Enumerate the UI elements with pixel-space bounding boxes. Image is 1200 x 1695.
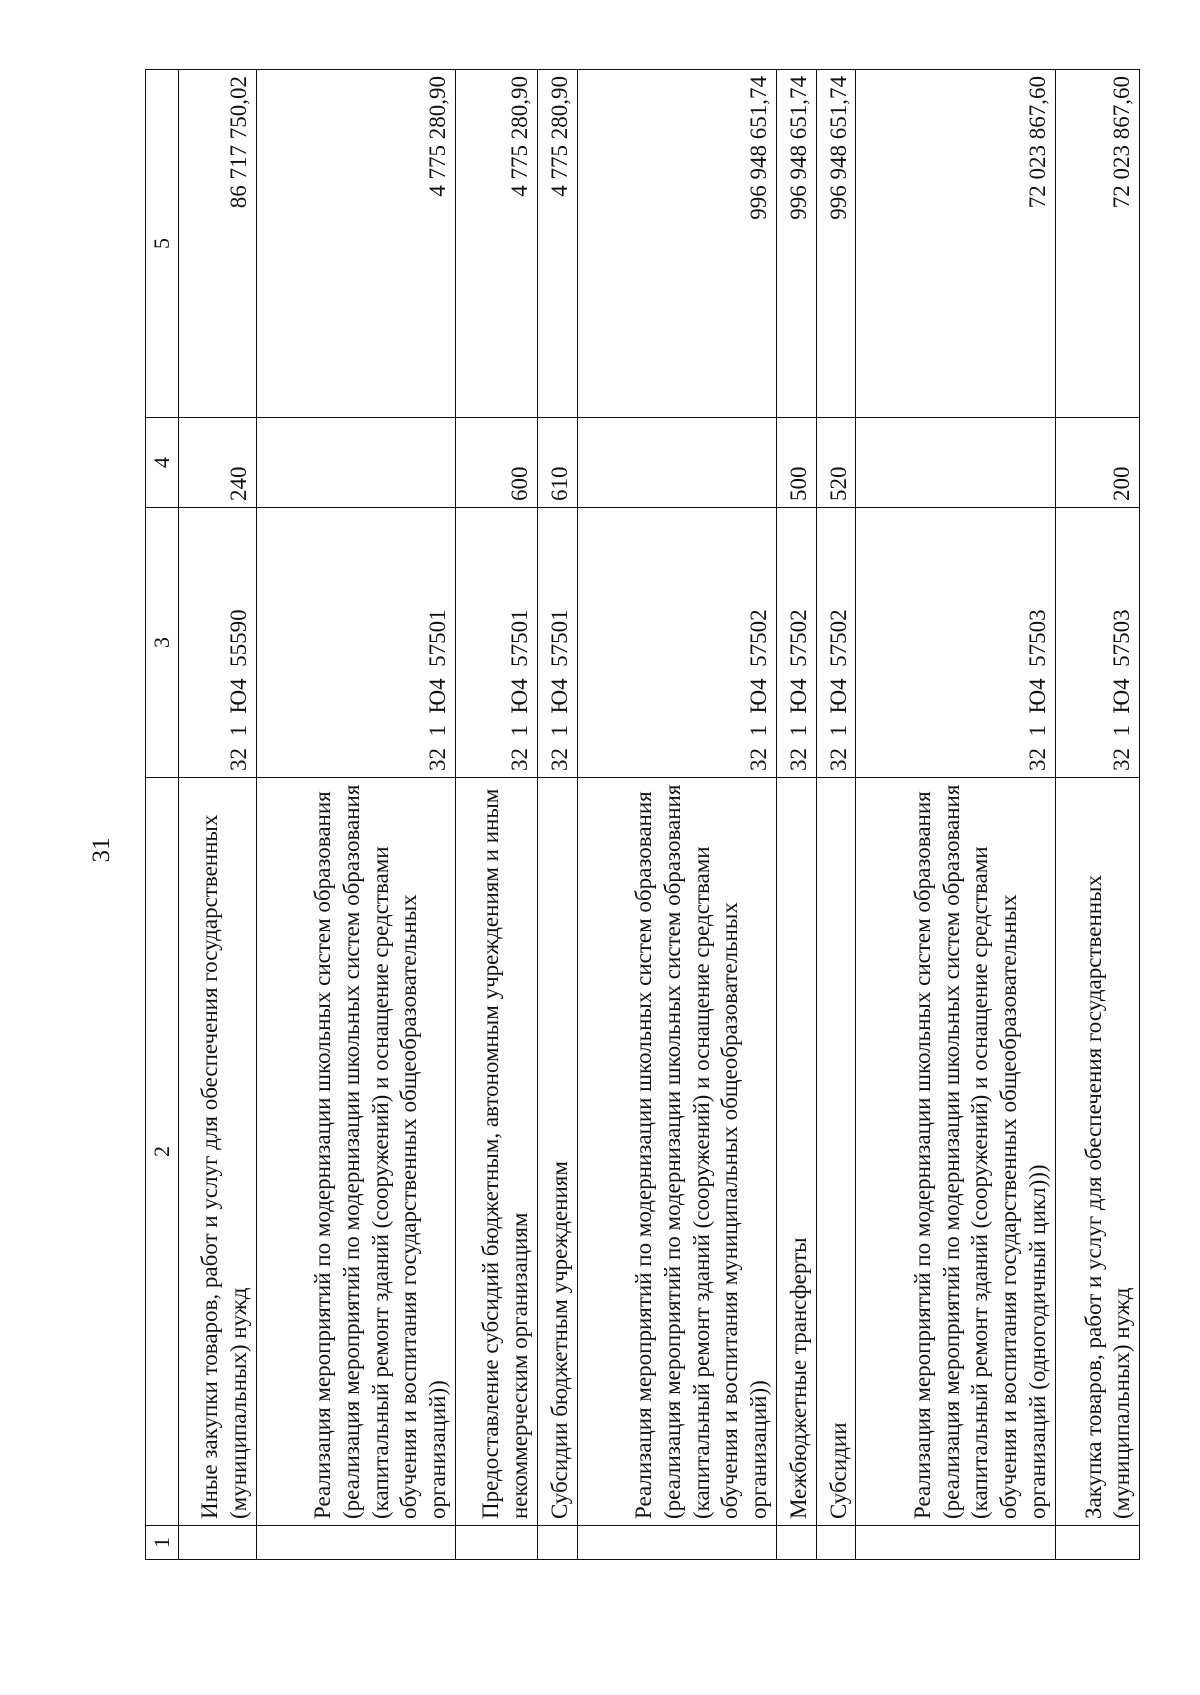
row-amount: 86 717 750,02 xyxy=(179,70,256,418)
row-description: Закупка товаров, работ и услуг для обеспечения государственных (муниципальных) нужд xyxy=(1055,778,1139,1526)
row-amount: 996 948 651,74 xyxy=(577,70,776,418)
table-row xyxy=(776,70,816,1560)
row-target-code: 32 1 Ю4 57501 xyxy=(455,508,537,778)
row-expense-type xyxy=(256,418,455,508)
row-col-1 xyxy=(577,1526,776,1560)
row-col-1 xyxy=(537,1526,577,1560)
row-col-1 xyxy=(455,1526,537,1560)
row-description: Реализация мероприятий по модернизации школьных систем образования (реализация мероприятий по модернизации школьных систем образования (капитальный ремонт зданий (сооружений) и оснащение средствами обучения и воспитания государственных общеобразовательных организаций)) xyxy=(256,778,455,1526)
table-row xyxy=(816,70,856,1560)
table-row xyxy=(455,70,537,1560)
row-target-code: 32 1 Ю4 57501 xyxy=(256,508,455,778)
row-amount: 72 023 867,60 xyxy=(856,70,1055,418)
row-target-code: 32 1 Ю4 57502 xyxy=(776,508,816,778)
table-row xyxy=(856,70,1055,1560)
table-row xyxy=(1055,70,1139,1560)
row-expense-type: 200 xyxy=(1055,418,1139,508)
row-target-code: 32 1 Ю4 57502 xyxy=(577,508,776,778)
table-row xyxy=(179,70,256,1560)
rotated-page-content xyxy=(145,70,1140,1560)
column-header-4: 4 xyxy=(146,418,179,508)
table-row xyxy=(577,70,776,1560)
row-description: Субсидии xyxy=(816,778,856,1526)
row-target-code: 32 1 Ю4 57501 xyxy=(537,508,577,778)
table-row xyxy=(256,70,455,1560)
row-target-code: 32 1 Ю4 55590 xyxy=(179,508,256,778)
row-col-1 xyxy=(256,1526,455,1560)
row-col-1 xyxy=(856,1526,1055,1560)
row-amount: 72 023 867,60 xyxy=(1055,70,1139,418)
row-target-code: 32 1 Ю4 57502 xyxy=(816,508,856,778)
column-header-2: 2 xyxy=(146,778,179,1526)
row-description: Предоставление субсидий бюджетным, автономным учреждениям и иным некоммерческим организациям xyxy=(455,778,537,1526)
row-amount: 996 948 651,74 xyxy=(776,70,816,418)
row-col-1 xyxy=(179,1526,256,1560)
column-header-3: 3 xyxy=(146,508,179,778)
table-header-row xyxy=(146,70,179,1560)
row-target-code: 32 1 Ю4 57503 xyxy=(1055,508,1139,778)
column-header-5: 5 xyxy=(146,70,179,418)
row-expense-type: 500 xyxy=(776,418,816,508)
row-target-code: 32 1 Ю4 57503 xyxy=(856,508,1055,778)
row-description: Субсидии бюджетным учреждениям xyxy=(537,778,577,1526)
row-expense-type: 240 xyxy=(179,418,256,508)
row-description: Межбюджетные трансферты xyxy=(776,778,816,1526)
budget-table xyxy=(145,69,1140,1560)
row-description: Иные закупки товаров, работ и услуг для обеспечения государственных (муниципальных) нужд xyxy=(179,778,256,1526)
row-amount: 996 948 651,74 xyxy=(816,70,856,418)
row-description: Реализация мероприятий по модернизации школьных систем образования (реализация мероприятий по модернизации школьных систем образования (капитальный ремонт зданий (сооружений) и оснащение средствами обучения и воспитания государственных общеобразовательных организаций (одногодичный цикл))) xyxy=(856,778,1055,1526)
row-col-1 xyxy=(776,1526,816,1560)
row-expense-type: 610 xyxy=(537,418,577,508)
row-expense-type xyxy=(856,418,1055,508)
row-col-1 xyxy=(1055,1526,1139,1560)
page-number: 31 xyxy=(88,837,115,863)
row-amount: 4 775 280,90 xyxy=(537,70,577,418)
row-col-1 xyxy=(816,1526,856,1560)
table-row xyxy=(537,70,577,1560)
row-expense-type xyxy=(577,418,776,508)
row-amount: 4 775 280,90 xyxy=(455,70,537,418)
row-expense-type: 520 xyxy=(816,418,856,508)
column-header-1: 1 xyxy=(146,1526,179,1560)
row-amount: 4 775 280,90 xyxy=(256,70,455,418)
row-description: Реализация мероприятий по модернизации школьных систем образования (реализация мероприятий по модернизации школьных систем образования (капитальный ремонт зданий (сооружений) и оснащение средствами обучения и воспитания муниципальных общеобразовательных организаций)) xyxy=(577,778,776,1526)
row-expense-type: 600 xyxy=(455,418,537,508)
